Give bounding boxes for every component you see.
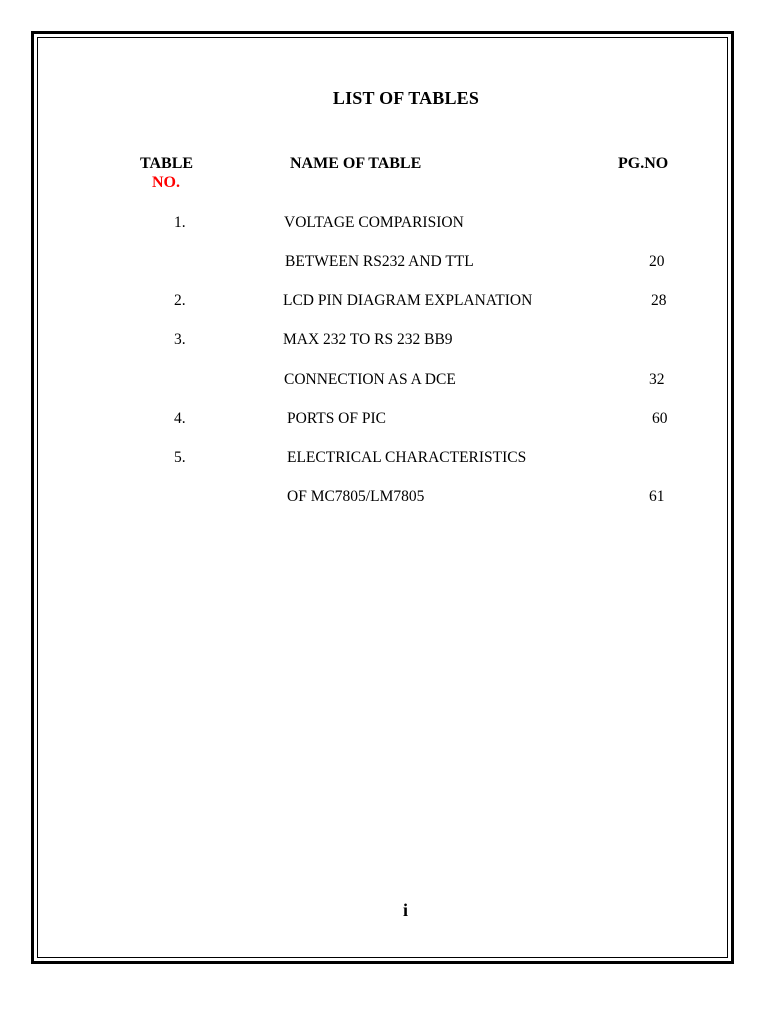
table-row-5-page: 61 xyxy=(649,488,665,505)
table-row-1-name-line-1: VOLTAGE COMPARISION xyxy=(284,214,464,231)
page-title: LIST OF TABLES xyxy=(332,88,480,108)
header-page-number: PG.NO xyxy=(618,155,669,172)
header-name-of-table: NAME OF TABLE xyxy=(290,155,422,172)
table-row-3-number: 3. xyxy=(174,331,186,348)
table-row-4-name-line-1: PORTS OF PIC xyxy=(287,410,386,427)
header-no: NO. xyxy=(152,174,180,191)
table-row-1-page: 20 xyxy=(649,253,665,270)
header-table: TABLE xyxy=(140,155,194,172)
table-row-1-name-line-2: BETWEEN RS232 AND TTL xyxy=(285,253,474,270)
table-row-4-number: 4. xyxy=(174,410,186,427)
table-row-4-page: 60 xyxy=(652,410,668,427)
table-row-5-name-line-2: OF MC7805/LM7805 xyxy=(287,488,425,505)
table-row-2-name-line-1: LCD PIN DIAGRAM EXPLANATION xyxy=(283,292,533,309)
table-row-1-number: 1. xyxy=(174,214,186,231)
table-row-2-number: 2. xyxy=(174,292,186,309)
table-row-3-name-line-1: MAX 232 TO RS 232 BB9 xyxy=(283,331,453,348)
table-row-3-name-line-2: CONNECTION AS A DCE xyxy=(284,371,456,388)
table-row-5-number: 5. xyxy=(174,449,186,466)
footer-page-number: i xyxy=(403,900,409,920)
table-row-2-page: 28 xyxy=(651,292,667,309)
table-row-3-page: 32 xyxy=(649,371,665,388)
table-row-5-name-line-1: ELECTRICAL CHARACTERISTICS xyxy=(287,449,527,466)
